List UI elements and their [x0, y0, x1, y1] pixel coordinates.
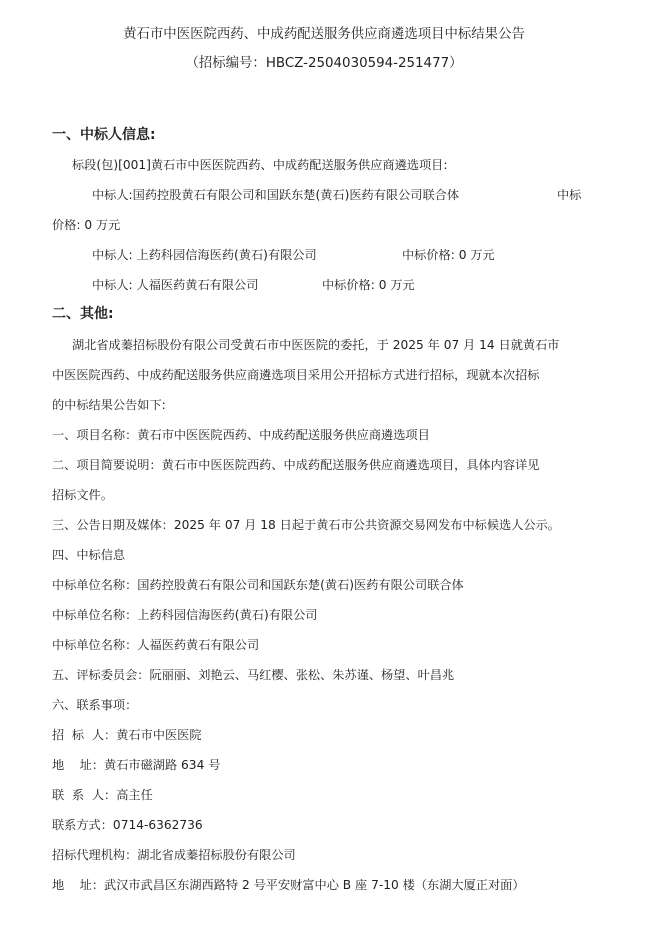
item-contact-heading: 六、联系事项：	[52, 698, 138, 712]
contact-address: 地 址：黄石市磁湖路 634 号	[52, 758, 221, 772]
item-announcement-date: 三、公告日期及媒体：2025 年 07 月 18 日起于黄石市公共资源交易网发布中标候选人公示。	[52, 518, 560, 532]
contact-agency-address: 地 址：武汉市武昌区东湖西路特 2 号平安财富中心 B 座 7-10 楼（东湖大厦正对面）	[52, 878, 525, 892]
winner-2	[92, 247, 317, 263]
contact-phone: 联系方式：0714-6362736	[52, 818, 203, 832]
winner-name: 人福医药黄石有限公司	[136, 278, 259, 292]
winner-3	[92, 277, 258, 293]
price-value: 0 万元	[378, 278, 415, 292]
section-heading-winners: 一、中标人信息:	[52, 127, 156, 143]
winner-label: 中标人:	[92, 248, 133, 262]
winner-label: 中标人:	[92, 278, 133, 292]
contact-agency: 招标代理机构：湖北省成蓁招标股份有限公司	[52, 848, 296, 862]
contact-person: 联 系 人：高主任	[52, 788, 153, 802]
price-label: 中标价格:	[322, 278, 375, 292]
price-value: 0 万元	[84, 218, 121, 232]
win-unit-2: 中标单位名称：上药科园信海医药(黄石)有限公司	[52, 608, 318, 622]
winner-3-price	[322, 277, 415, 293]
item-project-desc-1: 二、项目简要说明：黄石市中医医院西药、中成药配送服务供应商遴选项目，具体内容详见	[52, 458, 540, 472]
intro-paragraph-line-2: 中医医院西药、中成药配送服务供应商遴选项目采用公开招标方式进行招标，现就本次招标	[52, 368, 540, 382]
item-winner-info-heading: 四、中标信息	[52, 548, 126, 562]
win-unit-1: 中标单位名称：国药控股黄石有限公司和国跃东楚(黄石)医药有限公司联合体	[52, 578, 464, 592]
lot-line: 标段(包)[001]黄石市中医医院西药、中成药配送服务供应商遴选项目:	[72, 158, 448, 172]
price-value: 0 万元	[458, 248, 495, 262]
page-title: 黄石市中医医院西药、中成药配送服务供应商遴选项目中标结果公告	[123, 27, 525, 42]
winner-2-price	[402, 247, 495, 263]
winner-1-price-label: 中标	[557, 188, 582, 202]
item-project-desc-2: 招标文件。	[52, 488, 113, 502]
tender-number: （招标编号：HBCZ-2504030594-251477）	[185, 56, 463, 71]
winner-1-price	[52, 217, 120, 233]
contact-tenderer: 招 标 人：黄石市中医医院	[52, 728, 202, 742]
intro-paragraph-line-1: 湖北省成蓁招标股份有限公司受黄石市中医医院的委托，于 2025 年 07 月 14 日就黄石市	[72, 338, 560, 352]
win-unit-3: 中标单位名称：人福医药黄石有限公司	[52, 638, 260, 652]
item-committee: 五、评标委员会：阮丽丽、刘艳云、马红樱、张松、朱苏谨、杨望、叶昌兆	[52, 668, 455, 682]
item-project-name: 一、项目名称：黄石市中医医院西药、中成药配送服务供应商遴选项目	[52, 428, 430, 442]
winner-name: 上药科园信海医药(黄石)有限公司	[136, 248, 317, 262]
winner-label: 中标人:	[92, 188, 133, 202]
winner-1	[92, 187, 459, 203]
price-label: 中标价格:	[402, 248, 455, 262]
winner-name: 国药控股黄石有限公司和国跃东楚(黄石)医药有限公司联合体	[132, 188, 460, 202]
intro-paragraph-line-3: 的中标结果公告如下:	[52, 398, 166, 412]
section-heading-other: 二、其他:	[52, 306, 114, 322]
price-label: 价格:	[52, 218, 81, 232]
